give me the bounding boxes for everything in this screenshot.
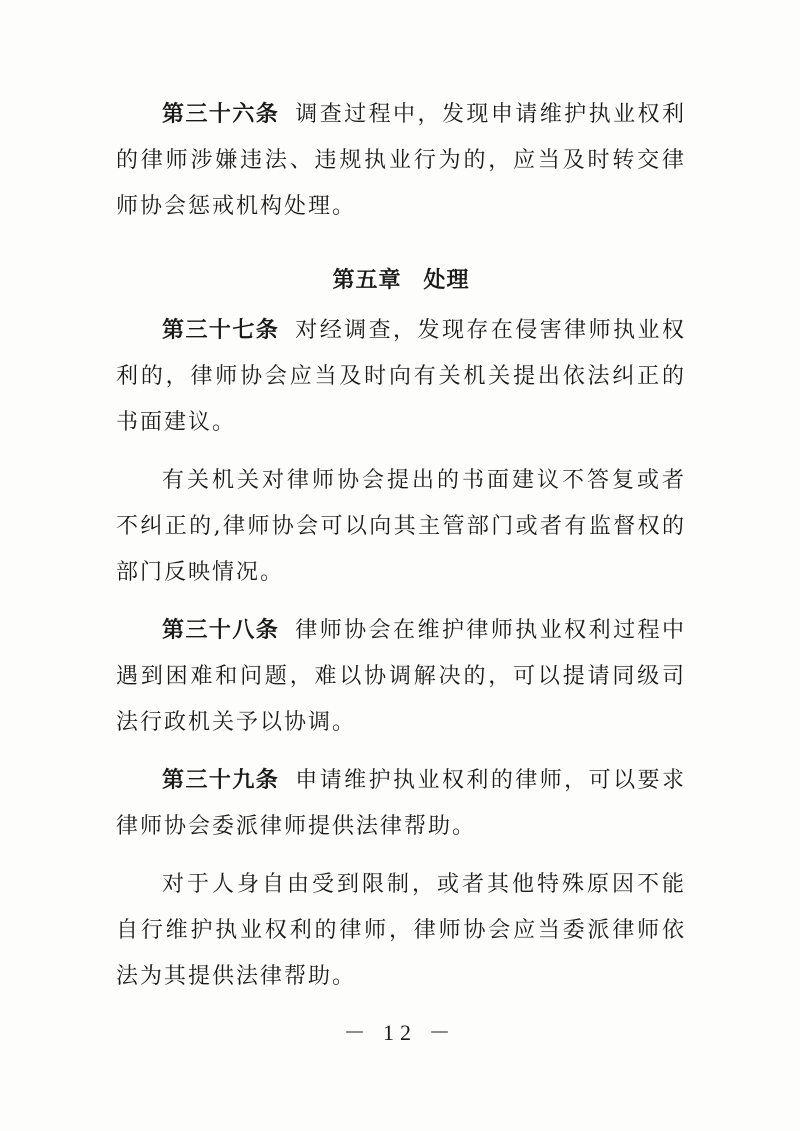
chapter-heading <box>116 258 686 304</box>
article-heading: 第三十八条 <box>162 618 280 643</box>
chapter-title: 处理 <box>423 268 470 293</box>
paragraph-text: 对于人身自由受到限制，或者其他特殊原因不能自行维护执业权利的律师，律师协会应当委派律师依法为其提供法律帮助。 <box>116 872 686 989</box>
article-39 <box>116 758 686 850</box>
article-heading: 第三十七条 <box>162 318 280 343</box>
article-37 <box>116 308 686 446</box>
chapter-number: 第五章 <box>332 268 402 293</box>
article-39-paragraph-2 <box>116 862 686 1000</box>
article-text: 调查过程中，发现申请维护执业权利的律师涉嫌违法、违规执业行为的，应当及时转交律师协会惩戒机构处理。 <box>116 102 686 219</box>
article-36 <box>116 92 686 230</box>
page-number: － 12 － <box>343 1020 457 1045</box>
article-heading: 第三十六条 <box>162 102 280 127</box>
article-text: 对经调查，发现存在侵害律师执业权利的，律师协会应当及时向有关机关提出依法纠正的书面建议。 <box>116 318 686 435</box>
article-heading: 第三十九条 <box>162 768 280 793</box>
article-text: 律师协会在维护律师执业权利过程中遇到困难和问题，难以协调解决的，可以提请同级司法行政机关予以协调。 <box>116 618 686 735</box>
article-37-paragraph-2 <box>116 458 686 596</box>
article-38 <box>116 608 686 746</box>
document-page <box>116 92 686 1000</box>
article-text: 申请维护执业权利的律师，可以要求律师协会委派律师提供法律帮助。 <box>116 768 686 839</box>
paragraph-text: 有关机关对律师协会提出的书面建议不答复或者不纠正的,律师协会可以向其主管部门或者有监督权的部门反映情况。 <box>116 468 686 585</box>
